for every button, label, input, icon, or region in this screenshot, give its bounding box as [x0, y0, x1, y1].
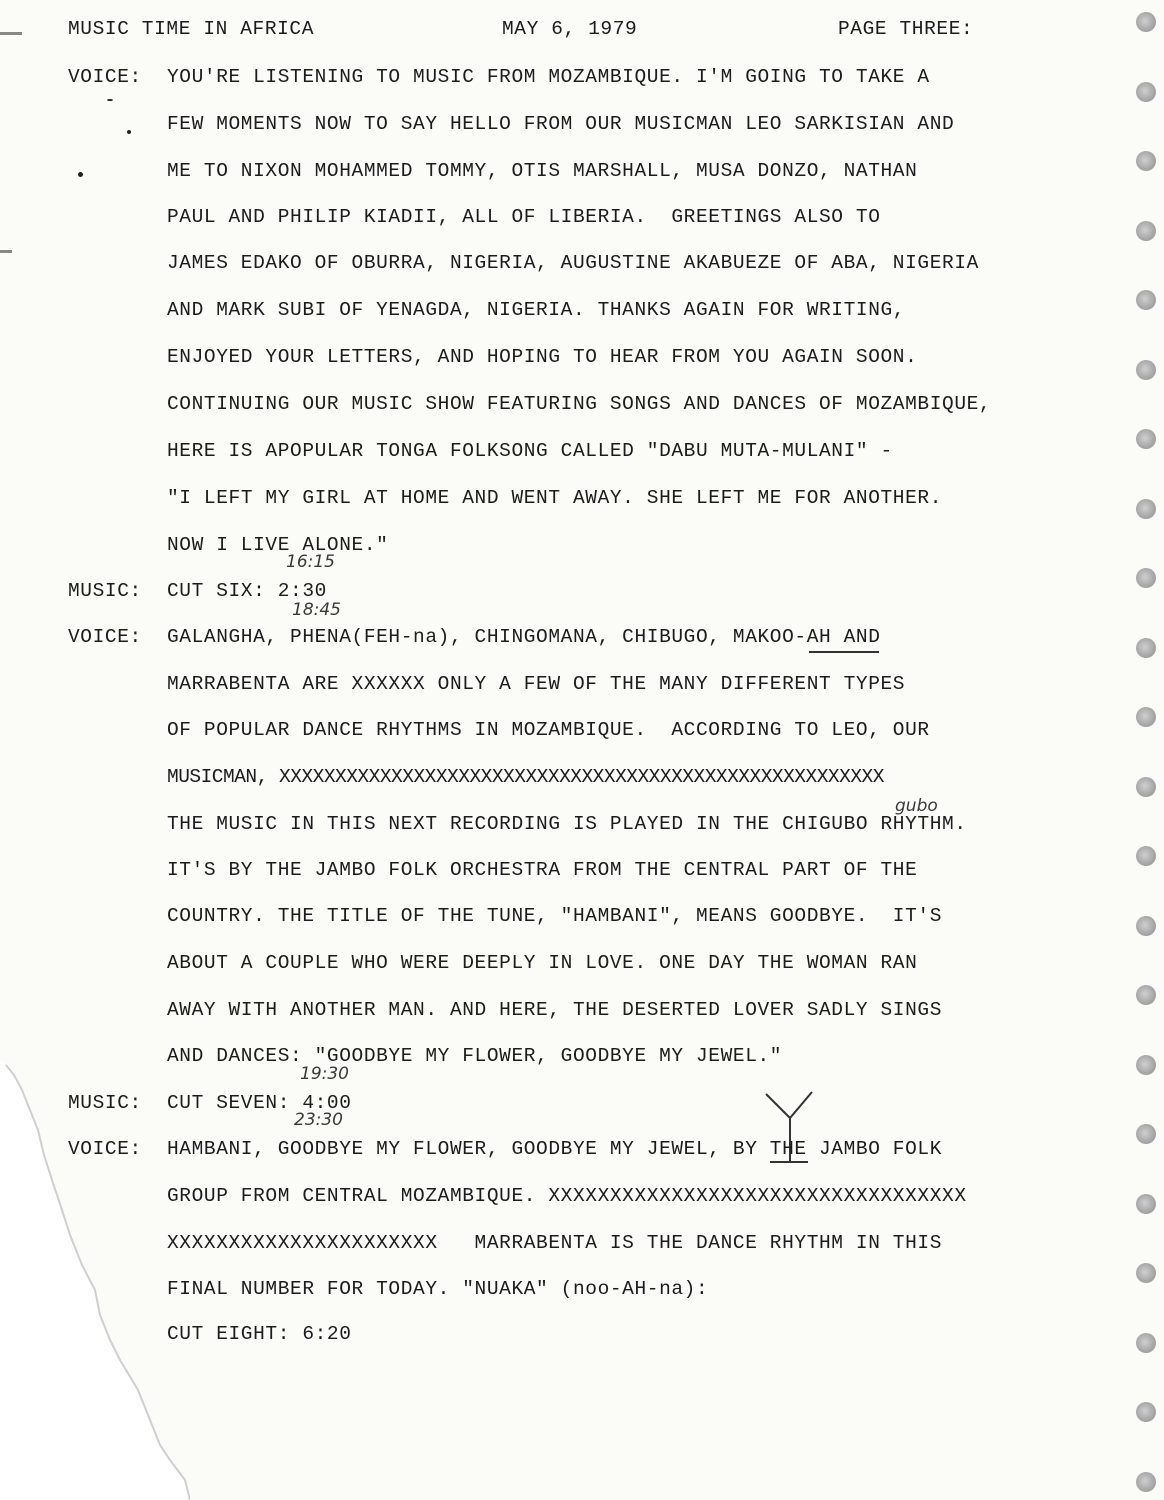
music-cue: CUT SIX: 2:30: [167, 580, 327, 602]
handwritten-time: 23:30: [294, 1110, 343, 1130]
feed-hole: [1136, 151, 1156, 171]
feed-hole: [1136, 1194, 1156, 1214]
script-line: CONTINUING OUR MUSIC SHOW FEATURING SONGS AND DANCES OF MOZAMBIQUE,: [167, 393, 992, 415]
script-line: PAUL AND PHILIP KIADII, ALL OF LIBERIA. GREETINGS ALSO TO: [167, 206, 881, 228]
script-line: HAMBANI, GOODBYE MY FLOWER, GOODBYE MY JEWEL, BY THE JAMBO FOLK: [167, 1138, 943, 1160]
margin-mark: [0, 32, 22, 35]
script-line: GALANGHA, PHENA(FEH-na), CHINGOMANA, CHIBUGO, MAKOO-AH AND: [167, 626, 881, 648]
handwritten-time: 16:15: [286, 552, 335, 572]
script-line: MARRABENTA ARE XXXXXX ONLY A FEW OF THE MANY DIFFERENT TYPES: [167, 673, 906, 695]
feed-hole: [1136, 499, 1156, 519]
feed-hole: [1136, 1472, 1156, 1492]
script-line: NOW I LIVE ALONE.": [167, 534, 389, 556]
struck-out-line: MUSICMAN, XXXXXXXXXXXXXXXXXXXXXXXXXXXXXXXXXXXXXXXXXXXXXXXXXXXXXX: [167, 766, 884, 788]
ink-speck: [78, 172, 83, 177]
script-line: THE MUSIC IN THIS NEXT RECORDING IS PLAYED IN THE CHIGUBO RHYTHM.: [167, 813, 967, 835]
script-line: IT'S BY THE JAMBO FOLK ORCHESTRA FROM THE CENTRAL PART OF THE: [167, 859, 918, 881]
script-line: YOU'RE LISTENING TO MUSIC FROM MOZAMBIQUE. I'M GOING TO TAKE A: [167, 66, 930, 88]
torn-corner: [0, 1060, 190, 1500]
script-line: AWAY WITH ANOTHER MAN. AND HERE, THE DESERTED LOVER SADLY SINGS: [167, 999, 943, 1021]
tractor-feed-strip: [1094, 0, 1164, 1500]
music-cue: CUT EIGHT: 6:20: [167, 1323, 352, 1345]
script-line: HERE IS APOPULAR TONGA FOLKSONG CALLED "DABU MUTA-MULANI" -: [167, 440, 893, 462]
speaker-label: MUSIC:: [68, 580, 142, 602]
feed-hole: [1136, 568, 1156, 588]
script-line: XXXXXXXXXXXXXXXXXXXXXX MARRABENTA IS THE DANCE RHYTHM IN THIS: [167, 1232, 943, 1254]
script-line: FINAL NUMBER FOR TODAY. "NUAKA" (noo-AH-na):: [167, 1278, 709, 1300]
script-line: FEW MOMENTS NOW TO SAY HELLO FROM OUR MUSICMAN LEO SARKISIAN AND: [167, 113, 955, 135]
feed-hole: [1136, 1402, 1156, 1422]
speaker-label: MUSIC:: [68, 1092, 142, 1114]
feed-hole: [1136, 707, 1156, 727]
script-line: AND DANCES: "GOODBYE MY FLOWER, GOODBYE MY JEWEL.": [167, 1045, 783, 1067]
underline-mark: [809, 651, 879, 653]
script-line: COUNTRY. THE TITLE OF THE TUNE, "HAMBANI", MEANS GOODBYE. IT'S: [167, 905, 943, 927]
script-line: ENJOYED YOUR LETTERS, AND HOPING TO HEAR FROM YOU AGAIN SOON.: [167, 346, 918, 368]
script-line: GROUP FROM CENTRAL MOZAMBIQUE. XXXXXXXXXXXXXXXXXXXXXXXXXXXXXXXXXX: [167, 1185, 967, 1207]
script-line: JAMES EDAKO OF OBURRA, NIGERIA, AUGUSTINE AKABUEZE OF ABA, NIGERIA: [167, 252, 979, 274]
margin-mark: [0, 250, 12, 253]
speaker-label: VOICE:: [68, 66, 142, 88]
handwritten-time: 19:30: [300, 1064, 349, 1084]
program-title: MUSIC TIME IN AFRICA: [68, 18, 315, 40]
feed-hole: [1136, 360, 1156, 380]
script-line: ABOUT A COUPLE WHO WERE DEEPLY IN LOVE. ONE DAY THE WOMAN RAN: [167, 952, 918, 974]
feed-hole: [1136, 221, 1156, 241]
ink-speck: [107, 99, 113, 101]
script-line: ME TO NIXON MOHAMMED TOMMY, OTIS MARSHALL, MUSA DONZO, NATHAN: [167, 160, 918, 182]
speaker-label: VOICE:: [68, 626, 142, 648]
feed-hole: [1136, 985, 1156, 1005]
speaker-label: VOICE:: [68, 1138, 142, 1160]
ink-speck: [127, 130, 131, 134]
feed-hole: [1136, 1263, 1156, 1283]
script-line: OF POPULAR DANCE RHYTHMS IN MOZAMBIQUE. ACCORDING TO LEO, OUR: [167, 719, 930, 741]
handwritten-correction: gubo: [895, 796, 938, 816]
feed-hole: [1136, 12, 1156, 32]
broadcast-date: MAY 6, 1979: [502, 18, 638, 40]
feed-hole: [1136, 82, 1156, 102]
feed-hole: [1136, 1333, 1156, 1353]
feed-hole: [1136, 1124, 1156, 1144]
feed-hole: [1136, 916, 1156, 936]
feed-hole: [1136, 290, 1156, 310]
feed-hole: [1136, 777, 1156, 797]
feed-hole: [1136, 638, 1156, 658]
page-number: PAGE THREE:: [838, 18, 974, 40]
script-line: "I LEFT MY GIRL AT HOME AND WENT AWAY. SHE LEFT ME FOR ANOTHER.: [167, 487, 943, 509]
feed-hole: [1136, 429, 1156, 449]
script-line: AND MARK SUBI OF YENAGDA, NIGERIA. THANKS AGAIN FOR WRITING,: [167, 299, 906, 321]
feed-hole: [1136, 846, 1156, 866]
feed-hole: [1136, 1055, 1156, 1075]
music-cue: CUT SEVEN: 4:00: [167, 1092, 352, 1114]
handwritten-time: 18:45: [292, 600, 341, 620]
